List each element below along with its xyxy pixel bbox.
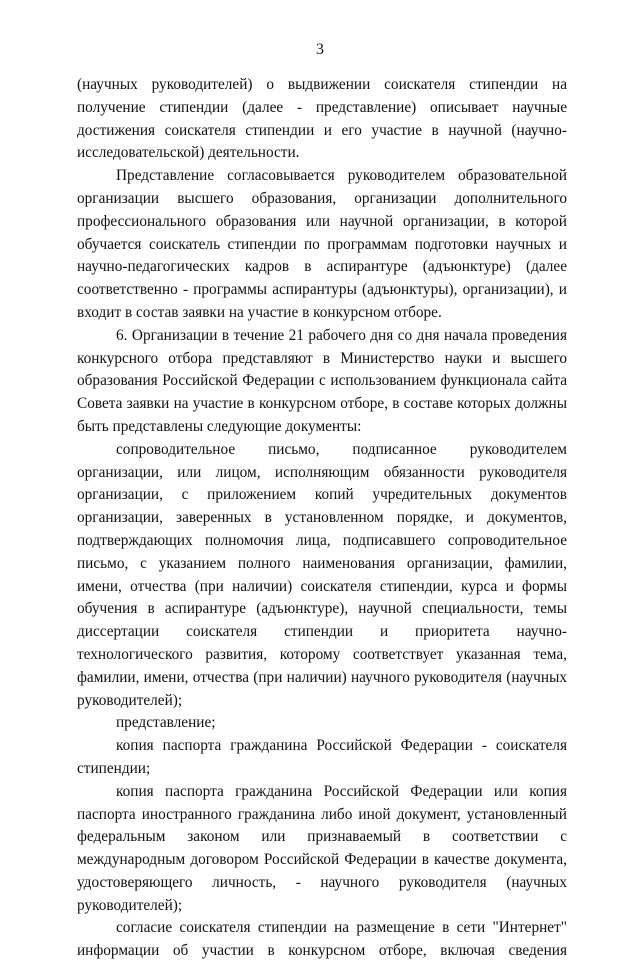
page-number: 3 (316, 41, 324, 58)
paragraph-1: (научных руководителей) о выдвижении соискателя стипендии на получение стипендии (далее - представление) описывает научные достижения соискателя стипендии и его участие в научной (научно-исследовательской) деятельности. (77, 76, 567, 162)
paragraph-4: сопроводительное письмо, подписанное руководителем организации, или лицом, исполняющим обязанности руководителя организации, с приложением копий учредительных документов организации, заверенных в установленном порядке, и документов, подтверждающих полномочия лица, подписавшего сопроводительное письмо, с указанием полного наименования организации, фамилии, имени, отчества (при наличии) соискателя стипендии, курса и формы обучения в аспирантуре (адъюнктуре), научной специальности, темы диссертации соискателя стипендии и приоритета научно-технологического развития, которому соответствует указанная тема, фамилии, имени, отчества (при наличии) научного руководителя (научных руководителей); (77, 440, 567, 709)
paragraph-8: согласие соискателя стипендии на размещение в сети "Интернет" информации об участии в конкурсном отборе, включая сведения (77, 919, 567, 960)
paragraph-5: представление; (116, 714, 216, 732)
document-body (77, 74, 567, 963)
paragraph-6: копия паспорта гражданина Российской Федерации - соискателя стипендии; (77, 737, 567, 777)
paragraph-2: Представление согласовывается руководителем образовательной организации высшего образования, организации дополнительного профессионального образования или научной организации, в которой обучается соискатель стипендии по программам подготовки научных и научно-педагогических кадров в аспирантуре (адъюнктуре) (далее соответственно - программы аспирантуры (адъюнктуры), организации), и входит в состав заявки на участие в конкурсном отборе. (77, 167, 567, 321)
paragraph-7: копия паспорта гражданина Российской Федерации или копия паспорта иностранного гражданина либо иной документ, установленный федеральным законом или признаваемый в соответствии с международным договором Российской Федерации в качестве документа, удостоверяющего личность, - научного руководителя (научных руководителей); (77, 782, 567, 914)
paragraph-3: 6. Организации в течение 21 рабочего дня со дня начала проведения конкурсного отбора представляют в Министерство науки и высшего образования Российской Федерации с использованием функционала сайта Совета заявки на участие в конкурсном отборе, в составе которых должны быть представлены следующие документы: (77, 326, 567, 435)
